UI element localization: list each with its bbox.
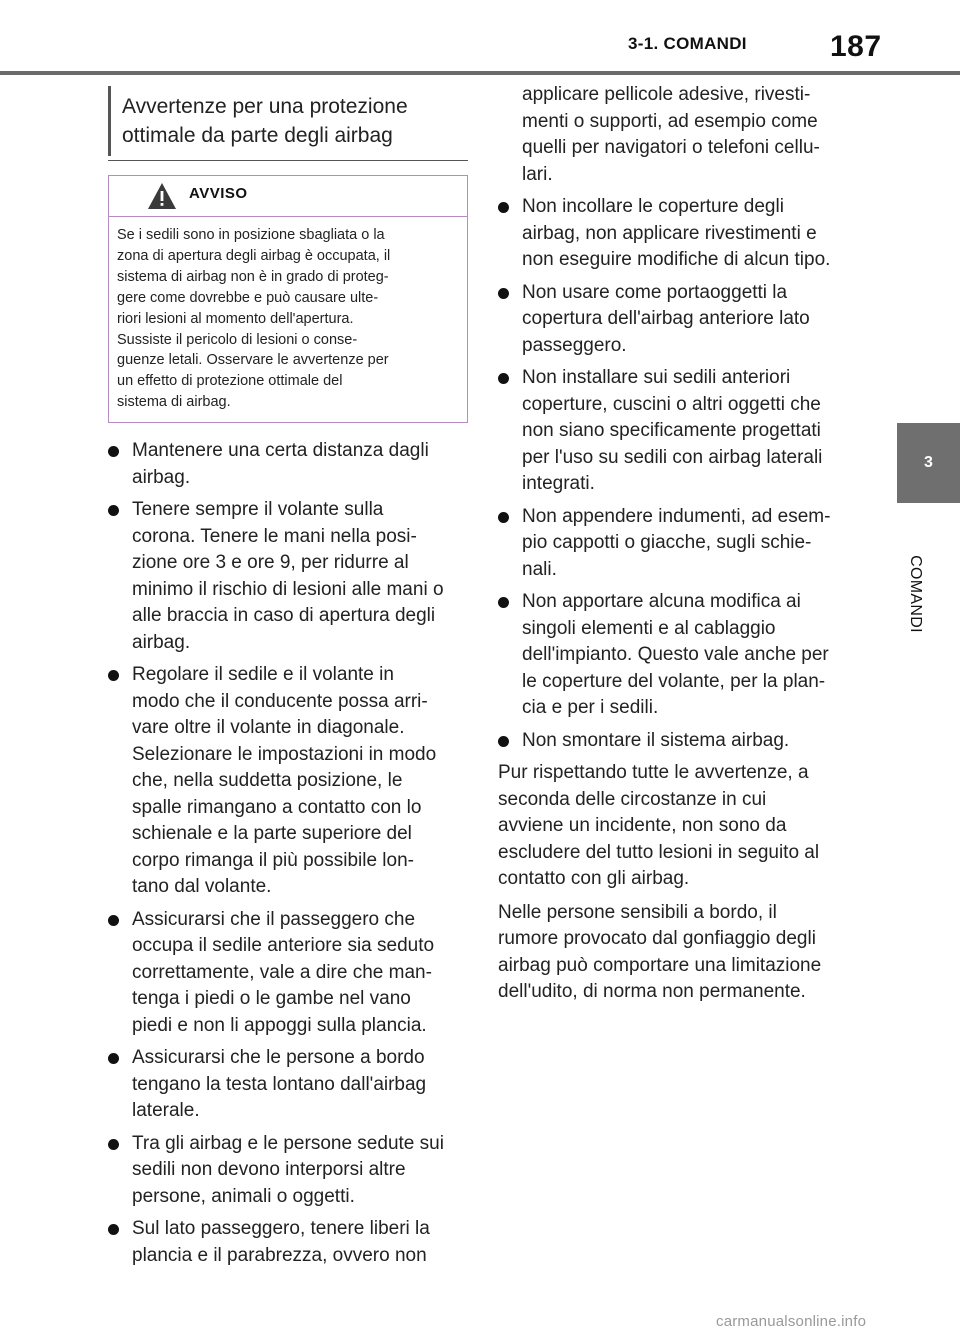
bullet-item <box>108 497 468 656</box>
bullet-dot-icon <box>108 1139 119 1150</box>
right-column <box>498 82 858 1013</box>
text-line: tenga i piedi o le gambe nel vano <box>132 988 411 1010</box>
bullet-item <box>498 280 858 360</box>
text-line: Assicurarsi che le persone a bordo <box>132 1047 425 1069</box>
bullet-dot-icon <box>108 915 119 926</box>
text-line: Sussiste il pericolo di lesioni o conse- <box>117 331 358 348</box>
text-line: airbag, non applicare rivestimenti e <box>522 222 817 244</box>
text-line: plancia e il parabrezza, ovvero non <box>132 1244 427 1266</box>
text-line: zona di apertura degli airbag è occupata, il <box>117 247 391 264</box>
text-line: gere come dovrebbe e può causare ulte- <box>117 289 379 306</box>
text-line: applicare pellicole adesive, rivesti- <box>522 84 811 105</box>
bullet-item <box>498 589 858 722</box>
left-column <box>108 86 468 1275</box>
bullet-dot-icon <box>498 512 509 523</box>
bullet-dot-icon <box>108 670 119 681</box>
text-line: modo che il conducente possa arri- <box>132 690 428 712</box>
bullet-dot-icon <box>498 202 509 213</box>
text-line: Se i sedili sono in posizione sbagliata o la <box>117 227 385 243</box>
text-line: Regolare il sedile e il volante in <box>132 664 394 686</box>
text-line: schienale e la parte superiore del <box>132 823 412 845</box>
text-line: Non installare sui sedili anteriori <box>522 367 791 388</box>
section-heading-rule <box>108 160 468 161</box>
watermark: carmanualsonline.info <box>716 1313 867 1330</box>
text-line: cia e per i sedili. <box>522 697 659 718</box>
text-line: Non appendere indumenti, ad esem- <box>522 505 831 527</box>
section-heading-line2: ottimale da parte degli airbag <box>122 124 393 147</box>
text-line: che, nella suddetta posizione, le <box>132 770 403 792</box>
text-line: vare oltre il volante in diagonale. <box>132 717 405 739</box>
text-line: rumore provocato dal gonfiaggio degli <box>498 928 816 949</box>
text-line: alle braccia in caso di apertura degli <box>132 605 436 627</box>
warning-box <box>108 175 468 423</box>
text-line: tano dal volante. <box>132 876 272 898</box>
bullet-item <box>498 504 858 584</box>
text-line: le coperture del volante, per la plan- <box>522 670 826 692</box>
bullet-dot-icon <box>498 288 509 299</box>
text-line: passeggero. <box>522 334 627 356</box>
text-line: sedili non devono interporsi altre <box>132 1159 406 1181</box>
text-line: Pur rispettando tutte le avvertenze, a <box>498 762 809 783</box>
text-line: occupa il sedile anteriore sia seduto <box>132 935 435 957</box>
bullet-item <box>108 1216 468 1269</box>
text-line: Nelle persone sensibili a bordo, il <box>498 901 777 923</box>
text-line: Non apportare alcuna modifica ai <box>522 591 801 612</box>
text-line: un effetto di protezione ottimale del <box>117 373 343 390</box>
text-line: escludere del tutto lesioni in seguito al <box>498 841 820 863</box>
text-line: non siano specificamente progettati <box>522 420 821 441</box>
text-line: sistema di airbag non è in grado di proteg- <box>117 268 389 285</box>
bullet-item <box>108 907 468 1040</box>
text-line: corpo rimanga il più possibile lon- <box>132 849 414 871</box>
text-line: tengano la testa lontano dall'airbag <box>132 1073 427 1095</box>
left-bullet-list <box>108 438 468 1269</box>
bullet-dot-icon <box>108 1224 119 1235</box>
text-line: copertura dell'airbag anteriore lato <box>522 308 810 329</box>
body-paragraph <box>498 760 858 893</box>
text-line: seconda delle circostanze in cui <box>498 788 767 810</box>
bullet-item <box>108 662 468 901</box>
text-line: singoli elementi e al cablaggio <box>522 617 776 639</box>
warning-header <box>109 176 467 217</box>
text-line: Non smontare il sistema airbag. <box>522 729 790 751</box>
bullet-dot-icon <box>108 446 119 457</box>
text-line: coperture, cuscini o altri oggetti che <box>522 393 821 415</box>
text-line: dell'udito, di norma non permanente. <box>498 981 806 1002</box>
text-line: integrati. <box>522 473 595 494</box>
text-line: persone, animali o oggetti. <box>132 1185 355 1207</box>
text-line: correttamente, vale a dire che man- <box>132 961 432 983</box>
right-bullet-list <box>498 194 858 754</box>
text-line: Selezionare le impostazioni in modo <box>132 743 437 765</box>
text-line: Non incollare le coperture degli <box>522 196 784 217</box>
text-line: Sul lato passeggero, tenere liberi la <box>132 1218 430 1240</box>
text-line: guenze letali. Osservare le avvertenze per <box>117 352 389 369</box>
text-line: laterale. <box>132 1100 200 1122</box>
chapter-label: COMANDI <box>907 555 924 633</box>
section-heading-line1: Avvertenze per una protezione <box>122 95 408 118</box>
continued-bullet-text <box>498 82 858 188</box>
bullet-item <box>498 194 858 274</box>
text-line: Tenere sempre il volante sulla <box>132 499 384 521</box>
chapter-tab: 3 <box>897 423 960 503</box>
text-line: airbag. <box>132 631 191 653</box>
text-line: piedi e non li appoggi sulla plancia. <box>132 1014 427 1036</box>
text-line: nali. <box>522 558 557 580</box>
text-line: dell'impianto. Questo vale anche per <box>522 644 829 665</box>
text-line: per l'uso su sedili con airbag laterali <box>522 446 823 468</box>
text-line: riori lesioni al momento dell'apertura. <box>117 310 354 327</box>
text-line: avviene un incidente, non sono da <box>498 815 787 836</box>
bullet-item <box>498 365 858 498</box>
text-line: pio cappotti o giacche, sugli schie- <box>522 532 812 553</box>
warning-triangle-icon <box>147 182 177 210</box>
header-rule <box>0 71 960 75</box>
section-heading <box>108 86 462 156</box>
page-number: 187 <box>830 30 882 63</box>
bullet-item <box>108 1045 468 1125</box>
paragraphs <box>498 760 858 1006</box>
bullet-item <box>498 728 858 755</box>
text-line: menti o supporti, ad esempio come <box>522 110 818 132</box>
body-paragraph <box>498 900 858 1006</box>
text-line: airbag può comportare una limitazione <box>498 954 822 976</box>
text-line: Mantenere una certa distanza dagli <box>132 440 429 462</box>
text-line: spalle rimangano a contatto con lo <box>132 796 422 818</box>
bullet-dot-icon <box>498 736 509 747</box>
text-line: Assicurarsi che il passeggero che <box>132 908 416 930</box>
bullet-item <box>108 1131 468 1211</box>
text-line: corona. Tenere le mani nella posi- <box>132 525 417 547</box>
text-line: sistema di airbag. <box>117 394 231 411</box>
bullet-dot-icon <box>498 373 509 384</box>
warning-text <box>109 217 467 422</box>
bullet-dot-icon <box>498 597 509 608</box>
text-line: non eseguire modifiche di alcun tipo. <box>522 249 831 270</box>
text-line: Non usare come portaoggetti la <box>522 281 788 303</box>
text-line: zione ore 3 e ore 9, per ridurre al <box>132 552 409 574</box>
text-line: lari. <box>522 163 553 185</box>
bullet-dot-icon <box>108 505 119 516</box>
text-line: contatto con gli airbag. <box>498 868 690 889</box>
text-line: minimo il rischio di lesioni alle mani o <box>132 578 444 600</box>
text-line: quelli per navigatori o telefoni cellu- <box>522 137 820 158</box>
text-line: Tra gli airbag e le persone sedute sui <box>132 1132 444 1154</box>
header-section-title: 3-1. COMANDI <box>628 34 747 53</box>
bullet-item <box>108 438 468 491</box>
chapter-label-wrap <box>895 520 935 670</box>
warning-label: AVVISO <box>189 185 248 202</box>
bullet-dot-icon <box>108 1053 119 1064</box>
text-line: airbag. <box>132 466 191 488</box>
